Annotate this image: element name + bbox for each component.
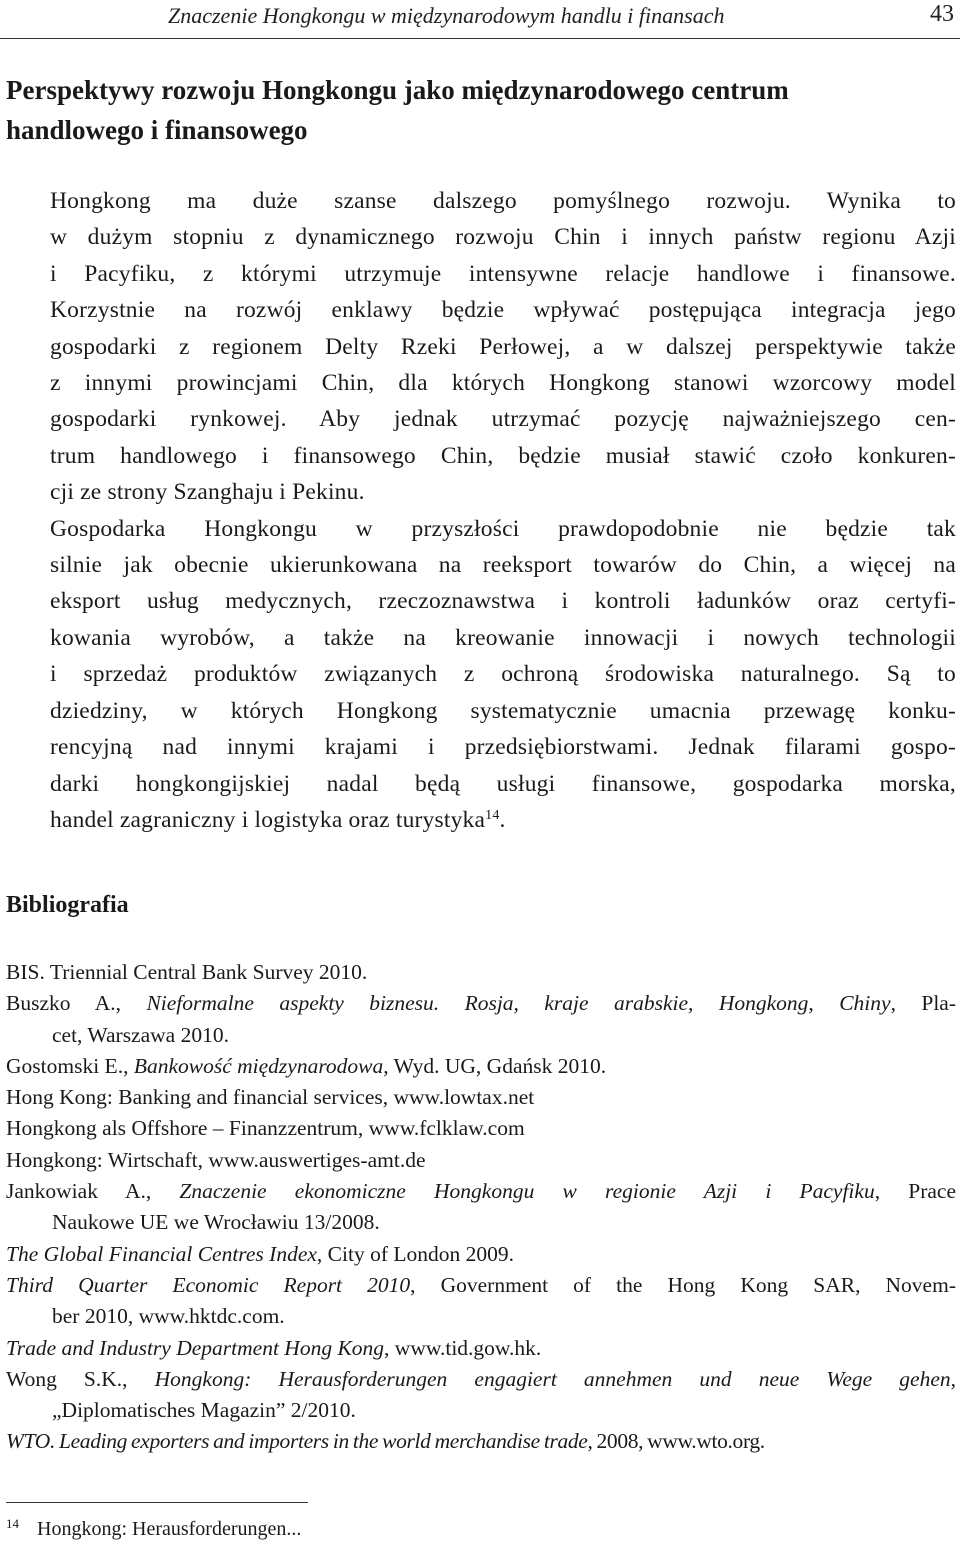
page-number: 43 [930, 1, 954, 27]
text-line: Korzystnie na rozwój enklawy będzie wpływać postępująca integracja jego [50, 297, 956, 324]
bibliography-entry [6, 1239, 956, 1270]
text-line: dziedziny, w których Hongkong systematycznie umacnia przewagę konku- [50, 697, 956, 724]
entry-continuation: „Diplomatisches Magazin” 2/2010. [52, 1398, 356, 1423]
bibliography-entry [6, 1176, 956, 1239]
entry-author: Gostomski E., [6, 1053, 134, 1078]
body-text [6, 183, 956, 838]
entry-title: Hongkong: Herausforderungen engagiert annehmen und neue Wege gehen [154, 1366, 951, 1391]
bibliography-heading: Bibliografia [6, 892, 129, 918]
entry-rest: , Prace [874, 1179, 957, 1204]
paragraph-2 [6, 511, 956, 839]
entry-text: BIS. Triennial Central Bank Survey 2010. [6, 960, 368, 984]
paragraph-1 [6, 183, 956, 511]
entry-title: Bankowość międzynarodowa [133, 1053, 384, 1078]
footnote-text: Hongkong: Herausforderungen... [37, 1518, 302, 1540]
text-line: Hongkong ma duże szanse dalszego pomyślnego rozwoju. Wynika to [50, 188, 956, 214]
text-line: eksport usług medycznych, rzeczoznawstwa i kontroli ładunków oraz certyfi- [50, 588, 956, 615]
text-line: Gospodarka Hongkongu w przyszłości prawdopodobnie nie będzie tak [50, 515, 956, 542]
text-line: rencyjną nad innymi krajami i przedsiębiorstwami. Jednak filarami gospo- [50, 734, 956, 761]
entry-rest: , Pla- [890, 991, 957, 1016]
entry-title: WTO. Leading exporters and importers in the world merchandise trade [6, 1429, 588, 1454]
bibliography-entry [6, 1145, 956, 1176]
bibliography-entry [6, 957, 956, 988]
section-title-line: Perspektywy rozwoju Hongkongu jako międzynarodowego centrum [6, 75, 789, 105]
footnote-reference[interactable]: 14 [485, 807, 500, 823]
text-line [6, 802, 956, 838]
sentence-period: . [499, 806, 506, 833]
footnote-number: 14 [6, 1516, 19, 1531]
entry-first-line [6, 1333, 956, 1364]
entry-title: Trade and Industry Department Hong Kong [6, 1335, 385, 1360]
entry-author: Wong S.K., [6, 1366, 155, 1391]
entry-rest: , Government of the Hong Kong SAR, Novem- [410, 1272, 956, 1297]
running-title: Znaczenie Hongkongu w międzynarodowym handlu i finansach [168, 3, 725, 28]
entry-title: The Global Financial Centres Index [6, 1241, 317, 1266]
footnote [6, 1516, 301, 1541]
text-line: i Pacyfiku, z którymi utrzymuje intensywne relacje handlowe i finansowe. [50, 260, 956, 287]
text-line: w dużym stopniu z dynamicznego rozwoju Chin i innych państw regionu Azji [50, 224, 956, 251]
entry-rest: , Wyd. UG, Gdańsk 2010. [383, 1053, 607, 1078]
entry-text: Hongkong als Offshore – Finanzzentrum, www.fclklaw.com [6, 1116, 525, 1141]
bibliography-entry [6, 1082, 956, 1113]
bibliography-entry [6, 1333, 956, 1364]
text-line: darki hongkongijskiej nadal będą usługi finansowe, gospodarka morska, [50, 770, 956, 797]
footnote-divider [6, 1502, 308, 1503]
text-line: silnie jak obecnie ukierunkowana na reeksport towarów do Chin, a więcej na [50, 552, 956, 579]
entry-rest: , [950, 1366, 957, 1391]
section-title-line: handlowego i finansowego [6, 115, 308, 145]
entry-continuation: Naukowe UE we Wrocławiu 13/2008. [52, 1210, 380, 1235]
entry-first-line [6, 1051, 956, 1082]
text-line: kowania wyrobów, a także na kreowanie innowacji i nowych technologii [50, 624, 956, 651]
text-line: z innymi prowincjami Chin, dla których Hongkong stanowi wzorcowy model [50, 370, 956, 397]
entry-author: Jankowiak A., [6, 1179, 180, 1204]
bibliography-entry [6, 988, 956, 1051]
entry-continuation: cet, Warszawa 2010. [52, 1022, 229, 1047]
text-line: trum handlowego i finansowego Chin, będzie musiał stawić czoło konkuren- [50, 442, 956, 469]
entry-rest: , www.tid.gow.hk. [384, 1335, 542, 1360]
bibliography-entry [6, 1364, 956, 1427]
text-line: gospodarki rynkowej. Aby jednak utrzymać pozycję najważniejszego cen- [50, 406, 956, 433]
entry-title: Znaczenie ekonomiczne Hongkongu w regionie Azji i Pacyfiku [179, 1179, 875, 1204]
entry-title: Third Quarter Economic Report 2010 [6, 1272, 411, 1297]
entry-text: Hong Kong: Banking and financial services, www.lowtax.net [6, 1085, 535, 1110]
text-line: cji ze strony Szanghaju i Pekinu. [50, 479, 365, 506]
entry-first-line [6, 1364, 956, 1395]
entry-first-line [6, 1426, 956, 1457]
bibliography-entry [6, 1051, 956, 1082]
text-line: i sprzedaż produktów związanych z ochroną środowiska naturalnego. Są to [50, 661, 956, 688]
bibliography-entry [6, 1270, 956, 1333]
entry-continuation: ber 2010, www.hktdc.com. [52, 1304, 285, 1329]
text-line: gospodarki z regionem Delty Rzeki Perłowej, a w dalszej perspektywie także [50, 333, 956, 360]
entry-rest: , 2008, www.wto.org. [587, 1429, 765, 1454]
text-line-content: handel zagraniczny i logistyka oraz turystyka [50, 806, 486, 833]
section-title [6, 70, 956, 150]
entry-first-line [6, 988, 956, 1019]
entry-rest: , City of London 2009. [316, 1241, 514, 1266]
running-header [0, 0, 960, 39]
entry-author: Buszko A., [6, 991, 147, 1016]
entry-text: Hongkong: Wirtschaft, www.auswertiges-amt.de [6, 1147, 426, 1172]
entry-first-line [6, 1176, 956, 1207]
entry-first-line [6, 1270, 956, 1301]
entry-title: Nieformalne aspekty biznesu. Rosja, kraje arabskie, Hongkong, Chiny [146, 991, 891, 1016]
bibliography-entry [6, 1426, 956, 1457]
bibliography-list [6, 957, 956, 1458]
entry-first-line [6, 1239, 956, 1270]
bibliography-entry [6, 1113, 956, 1144]
